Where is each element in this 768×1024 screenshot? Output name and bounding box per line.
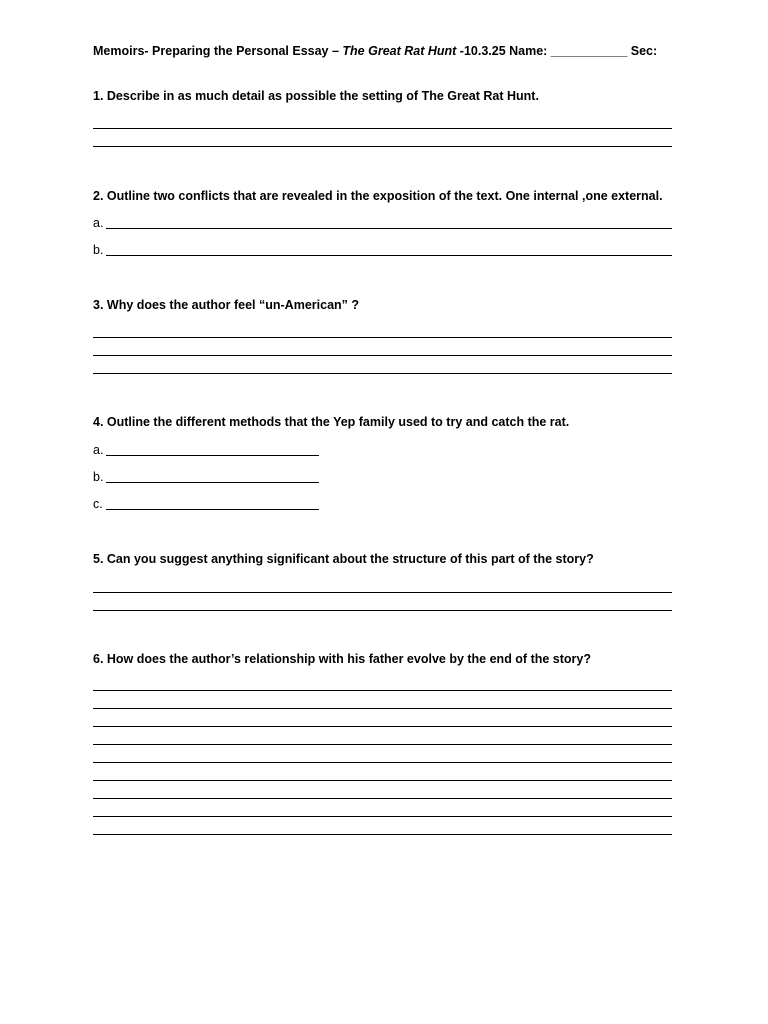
answer-line[interactable] — [93, 128, 672, 129]
answer-item-b — [93, 243, 103, 257]
worksheet-header — [93, 43, 693, 59]
answer-blank[interactable] — [106, 455, 319, 456]
header-prefix: Memoirs- Preparing the Personal Essay – — [93, 44, 343, 58]
item-label: b. — [93, 243, 104, 257]
item-label: c. — [93, 497, 103, 511]
question-5: 5. Can you suggest anything significant about the structure of this part of the story? — [93, 552, 594, 566]
header-book-title: The Great Rat Hunt — [342, 44, 457, 58]
answer-blank[interactable] — [106, 228, 672, 229]
question-1: 1. Describe in as much detail as possible the setting of The Great Rat Hunt. — [93, 89, 539, 103]
answer-line[interactable] — [93, 146, 672, 147]
question-2: 2. Outline two conflicts that are revealed in the exposition of the text. One internal ,one external. — [93, 189, 663, 203]
answer-line[interactable] — [93, 355, 672, 356]
answer-item-a — [93, 443, 103, 457]
answer-blank[interactable] — [106, 509, 319, 510]
answer-blank[interactable] — [106, 255, 672, 256]
answer-line[interactable] — [93, 744, 672, 745]
answer-line[interactable] — [93, 373, 672, 374]
item-label: b. — [93, 470, 104, 484]
answer-line[interactable] — [93, 834, 672, 835]
answer-line[interactable] — [93, 762, 672, 763]
item-label: a. — [93, 443, 104, 457]
item-label: a. — [93, 216, 104, 230]
answer-item-a — [93, 216, 103, 230]
answer-blank[interactable] — [106, 482, 319, 483]
answer-line[interactable] — [93, 592, 672, 593]
answer-line[interactable] — [93, 690, 672, 691]
answer-item-b — [93, 470, 103, 484]
question-4: 4. Outline the different methods that the Yep family used to try and catch the rat. — [93, 415, 570, 429]
answer-line[interactable] — [93, 610, 672, 611]
answer-line[interactable] — [93, 708, 672, 709]
answer-line[interactable] — [93, 798, 672, 799]
header-name-section: -10.3.25 Name: ___________ Sec: — [456, 44, 658, 58]
answer-item-c — [93, 497, 103, 511]
question-3: 3. Why does the author feel “un-American” ? — [93, 298, 360, 312]
answer-line[interactable] — [93, 780, 672, 781]
answer-line[interactable] — [93, 816, 672, 817]
answer-line[interactable] — [93, 337, 672, 338]
question-6: 6. How does the author’s relationship with his father evolve by the end of the story? — [93, 652, 591, 666]
answer-line[interactable] — [93, 726, 672, 727]
